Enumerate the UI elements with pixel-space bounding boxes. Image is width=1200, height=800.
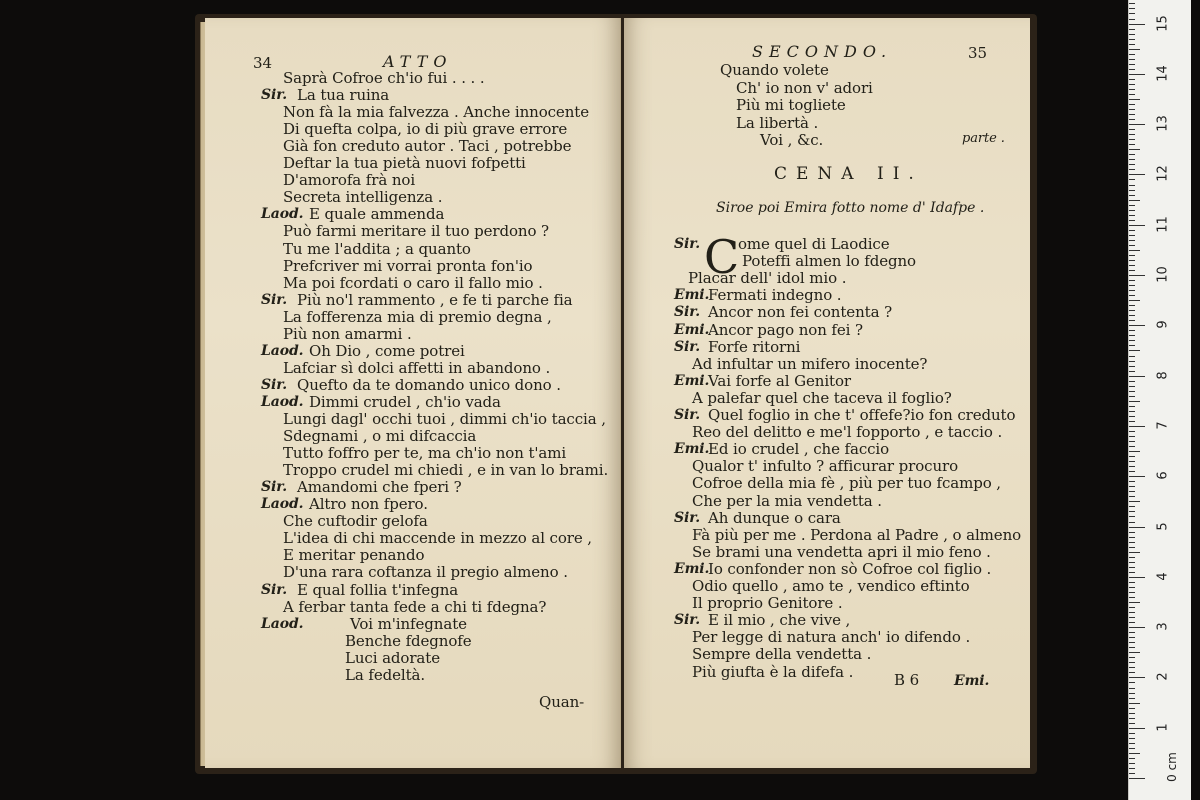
ruler-tick: [1129, 69, 1135, 70]
ruler-tick: [1129, 466, 1135, 467]
ruler-tick: [1129, 235, 1135, 236]
text-line: Ancor pago non fei ?: [708, 320, 863, 339]
speaker-label: Sir.: [261, 376, 287, 393]
ruler-tick: [1129, 451, 1140, 452]
speaker-label: Sir.: [674, 407, 700, 423]
ruler-unit-label: 0 cm: [1164, 752, 1179, 782]
text-line: E meritar penando: [283, 546, 425, 565]
speaker-label: Emi.: [674, 372, 710, 389]
ruler-tick: [1129, 195, 1135, 196]
ruler-tick: [1129, 758, 1135, 759]
speaker-label: Sir.: [674, 236, 700, 252]
ruler-tick: [1129, 49, 1140, 50]
ruler-tick: [1129, 215, 1135, 216]
ruler-tick: [1129, 441, 1135, 442]
ruler-tick: [1129, 667, 1135, 668]
running-head: SECONDO.: [752, 42, 893, 61]
text-line: Fà più per me . Perdona al Padre , o almeno: [692, 525, 1022, 544]
ruler-tick: [1129, 240, 1135, 241]
ruler-tick: [1129, 426, 1145, 427]
ruler-tick: [1129, 179, 1135, 180]
text-line: Amandomi che fperi ?: [297, 478, 462, 497]
speaker-label: Laod.: [261, 615, 304, 632]
scene-title: CENA II.: [774, 164, 923, 184]
ruler-tick: [1129, 642, 1135, 643]
ruler-tick: [1129, 84, 1135, 85]
speaker-label: Sir.: [674, 509, 700, 526]
speaker-label: Laod.: [261, 342, 304, 359]
ruler-tick: [1129, 662, 1135, 663]
ruler-tick: [1129, 421, 1135, 422]
ruler-tick: [1129, 300, 1140, 301]
ruler-tick: [1129, 24, 1145, 25]
ruler-tick: [1129, 607, 1135, 608]
ruler-number: 5: [1155, 521, 1171, 531]
ruler-tick: [1129, 672, 1135, 673]
running-head: ATTO: [383, 52, 453, 71]
text-line: Può farmi meritare il tuo perdono ?: [283, 222, 549, 241]
ruler-tick: [1129, 738, 1135, 739]
ruler-tick: [1129, 431, 1135, 432]
ruler-tick: [1129, 315, 1135, 316]
ruler-tick: [1129, 572, 1135, 573]
ruler-number: 14: [1155, 65, 1171, 82]
ruler-tick: [1129, 169, 1135, 170]
speaker-label: Laod.: [261, 206, 304, 223]
ruler-tick: [1129, 547, 1135, 548]
text-line: Vai forfe al Genitor: [708, 371, 851, 390]
ruler-tick: [1129, 677, 1145, 678]
ruler-tick: [1129, 617, 1135, 618]
ruler-tick: [1129, 200, 1140, 201]
speaker-label: Sir.: [261, 581, 287, 598]
ruler-tick: [1129, 265, 1135, 266]
ruler-tick: [1129, 743, 1135, 744]
ruler-tick: [1129, 164, 1135, 165]
text-line: Troppo crudel mi chiedi , e in van lo brami.: [283, 461, 609, 480]
ruler-tick: [1129, 587, 1135, 588]
text-line: Secreta intelligenza .: [283, 188, 443, 207]
ruler-tick: [1129, 723, 1135, 724]
text-line: Benche fdegnofe: [345, 631, 472, 650]
text-line: A ferbar tanta fede a chi ti fdegna?: [283, 597, 547, 616]
ruler-tick: [1129, 134, 1135, 135]
ruler-tick: [1129, 481, 1135, 482]
ruler-tick: [1129, 622, 1135, 623]
ruler-tick: [1129, 109, 1135, 110]
ruler-tick: [1129, 174, 1145, 175]
ruler-tick: [1129, 361, 1135, 362]
catchword: Quan-: [539, 693, 585, 711]
ruler-tick: [1129, 94, 1135, 95]
ruler-tick: [1129, 401, 1140, 402]
text-line: Reo del delitto e me'l fopporto , e taccio .: [692, 423, 1003, 442]
ruler-tick: [1129, 64, 1135, 65]
text-line: Ad infultar un mifero inocente?: [692, 354, 928, 373]
ruler-tick: [1129, 285, 1135, 286]
speaker-label: Sir.: [674, 304, 700, 321]
ruler-tick: [1129, 703, 1140, 704]
text-line: Lungi dagl' occhi tuoi , dimmi ch'io taccia ,: [283, 410, 606, 428]
ruler-tick: [1129, 496, 1135, 497]
text-line: Ancor non fei contenta ?: [708, 303, 893, 322]
text-line: Che per la mia vendetta .: [692, 491, 882, 510]
ruler-tick: [1129, 225, 1145, 226]
ruler-tick: [1129, 190, 1135, 191]
text-line: Più giufta è la difefa .: [692, 662, 854, 681]
ruler-tick: [1129, 461, 1135, 462]
text-line: Voi m'infegnate: [350, 614, 467, 633]
exit-note: parte .: [962, 131, 1005, 146]
verse-line: Ch' io non v' adori: [736, 78, 873, 97]
text-line: Ah dunque o cara: [708, 508, 841, 527]
verse-line: Quando volete: [720, 61, 829, 79]
text-line: Ma poi fcordati o caro il fallo mio .: [283, 273, 543, 292]
ruler-number: 8: [1155, 370, 1171, 380]
ruler-number: 12: [1155, 165, 1171, 183]
ruler-tick: [1129, 527, 1145, 528]
text-line: Oh Dio , come potrei: [309, 341, 465, 360]
ruler-number: 15: [1155, 14, 1171, 32]
ruler-tick: [1129, 19, 1135, 20]
ruler-tick: [1129, 185, 1135, 186]
ruler-tick: [1129, 280, 1135, 281]
ruler-tick: [1129, 255, 1135, 256]
text-line: Lafciar sì dolci affetti in abandono .: [283, 358, 551, 377]
ruler-tick: [1129, 491, 1135, 492]
ruler-tick: [1129, 436, 1135, 437]
ruler-tick: [1129, 144, 1135, 145]
ruler-tick: [1129, 778, 1145, 779]
text-line: Forfe ritorni: [708, 337, 801, 356]
ruler-tick: [1129, 728, 1145, 729]
text-line: E qual follia t'infegna: [297, 580, 459, 599]
ruler-tick: [1129, 356, 1135, 357]
ruler-number: 13: [1155, 115, 1171, 132]
ruler-tick: [1129, 154, 1135, 155]
verse-line: La libertà .: [736, 113, 819, 132]
ruler-tick: [1129, 577, 1145, 578]
ruler-tick: [1129, 99, 1140, 100]
ruler-number: 1: [1155, 723, 1171, 732]
ruler-number: 7: [1155, 421, 1171, 430]
page-number: 35: [968, 44, 988, 62]
text-line: La tua ruina: [297, 86, 390, 105]
ruler-tick: [1129, 305, 1135, 306]
ruler-tick: [1129, 713, 1135, 714]
speaker-label: Emi.: [674, 560, 710, 577]
ruler-tick: [1129, 773, 1135, 774]
text-line: Quel foglio in che t' offefe?io fon creduto: [708, 406, 1016, 424]
ruler-tick: [1129, 612, 1135, 613]
ruler-tick: [1129, 768, 1135, 769]
ruler-tick: [1129, 582, 1135, 583]
text-line: Saprà Cofroe ch'io fui . . . .: [283, 69, 485, 87]
ruler-tick: [1129, 205, 1135, 206]
text-line: Quefto da te domando unico dono .: [297, 375, 561, 394]
text-line: Già fon creduto autor . Taci , potrebbe: [283, 137, 572, 156]
ruler-number: 4: [1155, 572, 1171, 581]
text-line: Ed io crudel , che faccio: [708, 440, 890, 459]
ruler-tick: [1129, 506, 1135, 507]
ruler-tick: [1129, 366, 1135, 367]
ruler-tick: [1129, 552, 1140, 553]
ruler-number: 10: [1155, 266, 1171, 283]
text-line: Sempre della vendetta .: [692, 645, 872, 664]
text-line: Se brami una vendetta apri il mio feno .: [692, 542, 991, 561]
ruler-tick: [1129, 456, 1135, 457]
ruler-tick: [1129, 647, 1135, 648]
speaker-label: Emi.: [674, 321, 710, 338]
ruler-tick: [1129, 627, 1145, 628]
ruler-tick: [1129, 516, 1135, 517]
ruler-tick: [1129, 13, 1135, 14]
ruler-tick: [1129, 330, 1135, 331]
ruler-tick: [1129, 416, 1135, 417]
text-line: Poteffi almen lo fdegno: [742, 252, 916, 271]
ruler-tick: [1129, 79, 1135, 80]
speaker-label: Sir.: [674, 338, 700, 355]
text-line: E il mio , che vive ,: [708, 611, 851, 630]
ruler-tick: [1129, 708, 1135, 709]
text-line: Non fà la mia falvezza . Anche innocente: [283, 103, 589, 122]
speaker-label: Laod.: [261, 393, 304, 410]
ruler-tick: [1129, 89, 1135, 90]
text-line: D'una rara coftanza il pregio almeno .: [283, 563, 568, 582]
ruler-tick: [1129, 44, 1135, 45]
ruler-tick: [1129, 446, 1135, 447]
right-page: [624, 18, 1030, 768]
catchword: Emi.: [954, 673, 990, 689]
ruler-tick: [1129, 693, 1135, 694]
text-line: Il proprio Genitore .: [692, 594, 843, 613]
ruler-tick: [1129, 748, 1135, 749]
ruler-tick: [1129, 74, 1145, 75]
text-line: Fermati indegno .: [708, 286, 842, 305]
text-line: Altro non fpero.: [309, 495, 428, 514]
ruler-tick: [1129, 476, 1145, 477]
ruler-tick: [1129, 54, 1135, 55]
text-line: ome quel di Laodice: [738, 235, 890, 253]
ruler-tick: [1129, 537, 1135, 538]
ruler-tick: [1129, 753, 1140, 754]
ruler-tick: [1129, 471, 1135, 472]
text-line: Più no'l rammento , e fe ti parche fia: [297, 290, 573, 309]
ruler-tick: [1129, 501, 1140, 502]
text-line: Che cuftodir gelofa: [283, 512, 428, 531]
scene-subtitle: Siroe poi Emira fotto nome d' Idafpe .: [716, 200, 985, 216]
signature-mark: B 6: [894, 671, 920, 689]
ruler-number: 6: [1155, 471, 1171, 480]
ruler-tick: [1129, 511, 1135, 512]
ruler-tick: [1129, 682, 1135, 683]
ruler-tick: [1129, 557, 1135, 558]
left-page: [205, 18, 621, 768]
speaker-label: Sir.: [674, 612, 700, 629]
ruler-tick: [1129, 270, 1135, 271]
text-line: Luci adorate: [345, 648, 440, 667]
ruler-tick: [1129, 381, 1135, 382]
speaker-label: Sir.: [261, 291, 287, 308]
text-line: La fofferenza mia di premio degna ,: [283, 307, 552, 326]
ruler-tick: [1129, 532, 1135, 533]
text-line: Sdegnami , o mi difcaccia: [283, 427, 477, 446]
ruler-tick: [1129, 411, 1135, 412]
text-line: Odio quello , amo te , vendico eftinto: [692, 577, 970, 595]
ruler-tick: [1129, 340, 1135, 341]
ruler-tick: [1129, 657, 1135, 658]
ruler-tick: [1129, 3, 1135, 4]
speaker-label: Sir.: [261, 87, 287, 104]
ruler-tick: [1129, 114, 1135, 115]
ruler-tick: [1129, 522, 1135, 523]
text-line: Di quefta colpa, io di più grave errore: [283, 120, 568, 139]
ruler-number: 11: [1155, 215, 1171, 233]
ruler-tick: [1129, 542, 1135, 543]
ruler-tick: [1129, 371, 1135, 372]
ruler-tick: [1129, 602, 1140, 603]
ruler-tick: [1129, 688, 1135, 689]
ruler-tick: [1129, 345, 1135, 346]
text-line: Prefcriver mi vorrai pronta fon'io: [283, 256, 533, 275]
text-line: Dimmi crudel , ch'io vada: [309, 392, 501, 411]
ruler-tick: [1129, 637, 1135, 638]
text-line: A palefar quel che taceva il foglio?: [692, 388, 952, 407]
speaker-label: Emi.: [674, 441, 710, 458]
page-number: 34: [253, 54, 273, 72]
ruler-tick: [1129, 310, 1135, 311]
text-line: Più non amarmi .: [283, 324, 412, 343]
ruler-tick: [1129, 124, 1145, 125]
ruler-tick: [1129, 29, 1135, 30]
measuring-ruler: [1128, 0, 1191, 800]
ruler-tick: [1129, 486, 1135, 487]
speaker-label: Laod.: [261, 496, 304, 513]
ruler-number: 3: [1155, 622, 1171, 631]
text-line: L'idea di chi maccende in mezzo al core ,: [283, 529, 592, 548]
ruler-tick: [1129, 652, 1140, 653]
verse-line: Voi , &c.: [760, 131, 824, 149]
speaker-label: Emi.: [674, 287, 710, 304]
ruler-tick: [1129, 59, 1135, 60]
ruler-number: 9: [1155, 320, 1171, 329]
ruler-tick: [1129, 230, 1135, 231]
ruler-tick: [1129, 386, 1135, 387]
text-line: Qualor t' infulto ? afficurar procuro: [692, 457, 959, 476]
ruler-tick: [1129, 139, 1135, 140]
text-line: Deftar la tua pietà nuovi fofpetti: [283, 154, 526, 173]
ruler-tick: [1129, 260, 1135, 261]
text-line: Per legge di natura anch' io difendo .: [692, 628, 971, 647]
ruler-tick: [1129, 763, 1135, 764]
ruler-tick: [1129, 295, 1135, 296]
ruler-tick: [1129, 698, 1135, 699]
text-line: Cofroe della mia fè , più per tuo fcampo ,: [692, 474, 1001, 493]
ruler-tick: [1129, 406, 1135, 407]
ruler-tick: [1129, 396, 1135, 397]
ruler-tick: [1129, 34, 1135, 35]
text-line: La fedeltà.: [345, 665, 426, 684]
ruler-tick: [1129, 733, 1135, 734]
ruler-tick: [1129, 104, 1135, 105]
ruler-tick: [1129, 597, 1135, 598]
text-line: D'amorofa frà noi: [283, 171, 416, 190]
text-line: E quale ammenda: [309, 205, 445, 224]
ruler-tick: [1129, 39, 1135, 40]
text-line: Placar dell' idol mio .: [688, 269, 847, 288]
ruler-tick: [1129, 592, 1135, 593]
text-line: Tutto foffro per te, ma ch'io non t'ami: [283, 444, 567, 463]
ruler-tick: [1129, 325, 1145, 326]
ruler-tick: [1129, 119, 1135, 120]
ruler-tick: [1129, 562, 1135, 563]
text-line: Tu me l'addita ; a quanto: [283, 239, 471, 258]
ruler-tick: [1129, 391, 1135, 392]
ruler-tick: [1129, 210, 1135, 211]
ruler-tick: [1129, 567, 1135, 568]
ruler-tick: [1129, 718, 1135, 719]
drop-capital: C: [704, 230, 740, 284]
verse-line: Più mi togliete: [736, 96, 846, 114]
ruler-tick: [1129, 335, 1135, 336]
ruler-tick: [1129, 245, 1135, 246]
ruler-tick: [1129, 275, 1145, 276]
ruler-tick: [1129, 149, 1140, 150]
ruler-number: 2: [1155, 672, 1171, 682]
ruler-tick: [1129, 632, 1135, 633]
ruler-tick: [1129, 320, 1135, 321]
speaker-label: Sir.: [261, 479, 287, 496]
ruler-tick: [1129, 8, 1135, 9]
ruler-tick: [1129, 159, 1135, 160]
ruler-tick: [1129, 220, 1135, 221]
ruler-tick: [1129, 350, 1140, 351]
ruler-tick: [1129, 376, 1145, 377]
ruler-tick: [1129, 129, 1135, 130]
ruler-tick: [1129, 290, 1135, 291]
ruler-tick: [1129, 250, 1140, 251]
text-line: Io confonder non sò Cofroe col figlio .: [708, 559, 992, 578]
